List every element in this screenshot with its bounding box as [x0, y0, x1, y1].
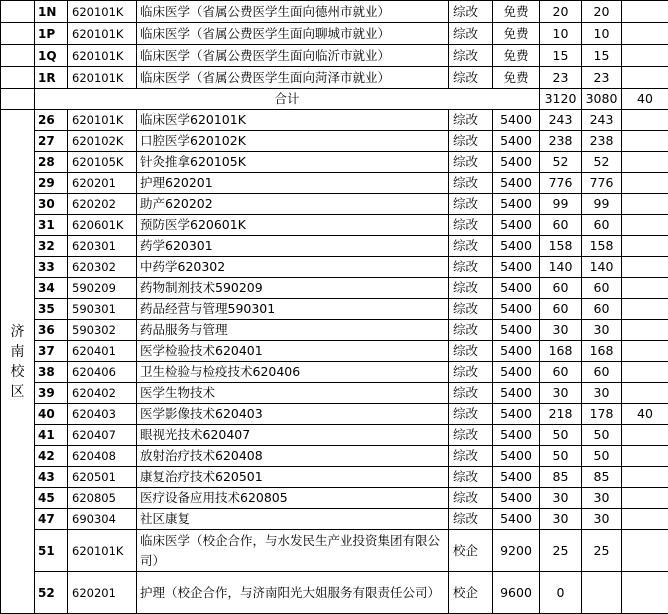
category: 综改: [449, 131, 493, 152]
category: 综改: [449, 278, 493, 299]
plan-total: 238: [540, 131, 582, 152]
plan-count: 60: [582, 278, 622, 299]
major-name: 药物制剂技术590209: [137, 278, 449, 299]
plan-total: 52: [540, 152, 582, 173]
table-row: [1, 530, 668, 572]
major-code: 620101K: [68, 23, 137, 45]
category: 综改: [449, 383, 493, 404]
major-name: 卫生检验与检疫技术620406: [137, 362, 449, 383]
plan-extra: [622, 278, 668, 299]
major-name: 临床医学620101K: [137, 110, 449, 131]
major-code: 620102K: [68, 131, 137, 152]
campus-name-text: 济南校区: [10, 322, 26, 402]
total-extra: 40: [622, 89, 668, 110]
plan-total: 50: [540, 425, 582, 446]
category: 综改: [449, 467, 493, 488]
plan-extra: [622, 45, 668, 67]
plan-extra: 40: [622, 404, 668, 425]
plan-count: 140: [582, 257, 622, 278]
category: 综改: [449, 45, 493, 67]
plan-total: 30: [540, 509, 582, 530]
tuition-fee: 免费: [493, 45, 540, 67]
row-number: 45: [35, 488, 68, 509]
table-row: [1, 236, 668, 257]
plan-count: 50: [582, 425, 622, 446]
plan-extra: [622, 362, 668, 383]
plan-count: 30: [582, 320, 622, 341]
table-row: [1, 131, 668, 152]
plan-total: 243: [540, 110, 582, 131]
plan-count: 23: [582, 67, 622, 89]
tuition-fee: 9600: [493, 572, 540, 614]
table-row: [1, 152, 668, 173]
plan-extra: [622, 215, 668, 236]
plan-extra: [622, 131, 668, 152]
row-number: 26: [35, 110, 68, 131]
table-row: [1, 194, 668, 215]
row-number: 1R: [35, 67, 68, 89]
major-code: 620406: [68, 362, 137, 383]
row-number: 31: [35, 215, 68, 236]
category: 综改: [449, 509, 493, 530]
plan-count: 168: [582, 341, 622, 362]
row-number: 36: [35, 320, 68, 341]
major-name: 临床医学（校企合作，与水发民生产业投资集团有限公司）: [137, 530, 449, 572]
total-label: 合计: [35, 89, 540, 110]
row-number: 29: [35, 173, 68, 194]
table-row: [1, 467, 668, 488]
plan-extra: [622, 572, 668, 614]
row-number: 40: [35, 404, 68, 425]
tuition-fee: 5400: [493, 425, 540, 446]
major-name: 医学生物技术: [137, 383, 449, 404]
tuition-fee: 5400: [493, 278, 540, 299]
plan-total: 50: [540, 446, 582, 467]
campus-cell-empty: [1, 89, 35, 110]
major-code: 620805: [68, 488, 137, 509]
tuition-fee: 免费: [493, 1, 540, 23]
table-row: [1, 572, 668, 614]
plan-count: 30: [582, 509, 622, 530]
campus-cell-empty: [1, 67, 35, 89]
category: 综改: [449, 446, 493, 467]
major-code: 620408: [68, 446, 137, 467]
tuition-fee: 5400: [493, 152, 540, 173]
row-number: 27: [35, 131, 68, 152]
category: 综改: [449, 215, 493, 236]
plan-count: 52: [582, 152, 622, 173]
plan-extra: [622, 299, 668, 320]
plan-extra: [622, 173, 668, 194]
tuition-fee: 免费: [493, 23, 540, 45]
table-row: [1, 1, 668, 23]
tuition-fee: 5400: [493, 467, 540, 488]
table-row: [1, 488, 668, 509]
major-code: 620402: [68, 383, 137, 404]
major-name: 康复治疗技术620501: [137, 467, 449, 488]
major-name: 口腔医学620102K: [137, 131, 449, 152]
plan-total: 30: [540, 488, 582, 509]
major-name: 药品服务与管理: [137, 320, 449, 341]
major-name: 临床医学（省属公费医学生面向临沂市就业）: [137, 45, 449, 67]
category: 综改: [449, 67, 493, 89]
plan-total: 218: [540, 404, 582, 425]
table-row: [1, 23, 668, 45]
row-number: 32: [35, 236, 68, 257]
major-code: 620101K: [68, 530, 137, 572]
major-code: 620101K: [68, 110, 137, 131]
plan-count: 178: [582, 404, 622, 425]
plan-total: 0: [540, 572, 582, 614]
major-code: 590209: [68, 278, 137, 299]
plan-count: 60: [582, 299, 622, 320]
major-name: 药品经营与管理590301: [137, 299, 449, 320]
plan-total: 10: [540, 23, 582, 45]
tuition-fee: 5400: [493, 320, 540, 341]
plan-count: 158: [582, 236, 622, 257]
major-name: 药学620301: [137, 236, 449, 257]
plan-extra: [622, 488, 668, 509]
table-row: [1, 110, 668, 131]
plan-extra: [622, 320, 668, 341]
tuition-fee: 5400: [493, 362, 540, 383]
plan-extra: [622, 152, 668, 173]
plan-extra: [622, 509, 668, 530]
category: 综改: [449, 194, 493, 215]
plan-extra: [622, 425, 668, 446]
row-number: 47: [35, 509, 68, 530]
plan-count: [582, 572, 622, 614]
plan-extra: [622, 23, 668, 45]
plan-total: 60: [540, 215, 582, 236]
campus-cell-empty: [1, 23, 35, 45]
plan-extra: [622, 383, 668, 404]
tuition-fee: 5400: [493, 446, 540, 467]
plan-total: 60: [540, 299, 582, 320]
tuition-fee: 5400: [493, 236, 540, 257]
tuition-fee: 9200: [493, 530, 540, 572]
row-number: 38: [35, 362, 68, 383]
plan-total: 15: [540, 45, 582, 67]
table-row: [1, 67, 668, 89]
major-name: 社区康复: [137, 509, 449, 530]
table-row: [1, 278, 668, 299]
major-code: 620501: [68, 467, 137, 488]
table-row: [1, 425, 668, 446]
plan-extra: [622, 194, 668, 215]
plan-extra: [622, 467, 668, 488]
category: 综改: [449, 488, 493, 509]
major-code: 620201: [68, 173, 137, 194]
major-name: 医学影像技术620403: [137, 404, 449, 425]
table-row: [1, 341, 668, 362]
major-code: 620302: [68, 257, 137, 278]
row-number: 1Q: [35, 45, 68, 67]
major-code: 620101K: [68, 1, 137, 23]
tuition-fee: 5400: [493, 173, 540, 194]
plan-total: 30: [540, 320, 582, 341]
plan-count: 30: [582, 488, 622, 509]
plan-extra: [622, 67, 668, 89]
tuition-fee: 5400: [493, 341, 540, 362]
plan-extra: [622, 446, 668, 467]
total-plan: 3120: [540, 89, 582, 110]
plan-extra: [622, 236, 668, 257]
category: 综改: [449, 1, 493, 23]
tuition-fee: 5400: [493, 131, 540, 152]
tuition-fee: 5400: [493, 488, 540, 509]
table-row: [1, 404, 668, 425]
major-name: 医学检验技术620401: [137, 341, 449, 362]
category: 综改: [449, 173, 493, 194]
tuition-fee: 5400: [493, 194, 540, 215]
plan-total: 168: [540, 341, 582, 362]
plan-extra: [622, 341, 668, 362]
plan-count: 25: [582, 530, 622, 572]
plan-count: 30: [582, 383, 622, 404]
row-number: 52: [35, 572, 68, 614]
plan-count: 50: [582, 446, 622, 467]
table-row: [1, 299, 668, 320]
tuition-fee: 免费: [493, 67, 540, 89]
table-row: [1, 257, 668, 278]
plan-total: 60: [540, 362, 582, 383]
category: 综改: [449, 257, 493, 278]
plan-extra: [622, 1, 668, 23]
major-code: 620105K: [68, 152, 137, 173]
plan-count: 238: [582, 131, 622, 152]
plan-total: 25: [540, 530, 582, 572]
major-name: 护理620201: [137, 173, 449, 194]
major-name: 临床医学（省属公费医学生面向菏泽市就业）: [137, 67, 449, 89]
tuition-fee: 5400: [493, 215, 540, 236]
plan-count: 60: [582, 362, 622, 383]
plan-count: 10: [582, 23, 622, 45]
table-row: [1, 173, 668, 194]
major-code: 590301: [68, 299, 137, 320]
plan-count: 99: [582, 194, 622, 215]
category: 综改: [449, 299, 493, 320]
major-code: 620301: [68, 236, 137, 257]
row-number: 39: [35, 383, 68, 404]
row-number: 37: [35, 341, 68, 362]
row-number: 1N: [35, 1, 68, 23]
plan-total: 23: [540, 67, 582, 89]
major-name: 临床医学（省属公费医学生面向聊城市就业）: [137, 23, 449, 45]
tuition-fee: 5400: [493, 110, 540, 131]
category: 综改: [449, 425, 493, 446]
plan-extra: [622, 530, 668, 572]
total-count: 3080: [582, 89, 622, 110]
category: 综改: [449, 404, 493, 425]
campus-cell-empty: [1, 1, 35, 23]
row-number: 51: [35, 530, 68, 572]
plan-count: 20: [582, 1, 622, 23]
tuition-fee: 5400: [493, 383, 540, 404]
row-number: 43: [35, 467, 68, 488]
row-number: 28: [35, 152, 68, 173]
plan-count: 60: [582, 215, 622, 236]
plan-extra: [622, 110, 668, 131]
category: 校企: [449, 572, 493, 614]
plan-count: 85: [582, 467, 622, 488]
plan-extra: [622, 257, 668, 278]
major-code: 620201: [68, 572, 137, 614]
campus-name: [1, 110, 35, 614]
category: 综改: [449, 110, 493, 131]
major-code: 620202: [68, 194, 137, 215]
plan-total: 140: [540, 257, 582, 278]
table-row: [1, 320, 668, 341]
major-code: 690304: [68, 509, 137, 530]
plan-total: 60: [540, 278, 582, 299]
row-number: 30: [35, 194, 68, 215]
major-name: 预防医学620601K: [137, 215, 449, 236]
plan-count: 15: [582, 45, 622, 67]
plan-total: 99: [540, 194, 582, 215]
table-row: [1, 383, 668, 404]
major-code: 620101K: [68, 67, 137, 89]
row-number: 42: [35, 446, 68, 467]
total-row: [1, 89, 668, 110]
major-name: 放射治疗技术620408: [137, 446, 449, 467]
major-name: 中药学620302: [137, 257, 449, 278]
row-number: 34: [35, 278, 68, 299]
tuition-fee: 5400: [493, 509, 540, 530]
major-code: 620407: [68, 425, 137, 446]
table-row: [1, 215, 668, 236]
row-number: 41: [35, 425, 68, 446]
category: 综改: [449, 341, 493, 362]
major-code: 620601K: [68, 215, 137, 236]
tuition-fee: 5400: [493, 299, 540, 320]
table-row: [1, 509, 668, 530]
plan-total: 158: [540, 236, 582, 257]
plan-total: 776: [540, 173, 582, 194]
plan-total: 20: [540, 1, 582, 23]
category: 综改: [449, 362, 493, 383]
major-name: 针灸推拿620105K: [137, 152, 449, 173]
tuition-fee: 5400: [493, 404, 540, 425]
major-name: 助产620202: [137, 194, 449, 215]
row-number: 1P: [35, 23, 68, 45]
campus-cell-empty: [1, 45, 35, 67]
major-name: 眼视光技术620407: [137, 425, 449, 446]
category: 综改: [449, 152, 493, 173]
category: 综改: [449, 320, 493, 341]
table-row: [1, 446, 668, 467]
major-name: 临床医学（省属公费医学生面向德州市就业）: [137, 1, 449, 23]
plan-total: 30: [540, 383, 582, 404]
major-code: 590302: [68, 320, 137, 341]
major-code: 620403: [68, 404, 137, 425]
table-row: [1, 45, 668, 67]
major-code: 620401: [68, 341, 137, 362]
category: 校企: [449, 530, 493, 572]
plan-count: 243: [582, 110, 622, 131]
tuition-fee: 5400: [493, 257, 540, 278]
category: 综改: [449, 236, 493, 257]
plan-total: 85: [540, 467, 582, 488]
plan-count: 776: [582, 173, 622, 194]
row-number: 33: [35, 257, 68, 278]
major-code: 620101K: [68, 45, 137, 67]
major-name: 医疗设备应用技术620805: [137, 488, 449, 509]
category: 综改: [449, 23, 493, 45]
major-name: 护理（校企合作，与济南阳光大姐服务有限责任公司）: [137, 572, 449, 614]
table-row: [1, 362, 668, 383]
row-number: 35: [35, 299, 68, 320]
